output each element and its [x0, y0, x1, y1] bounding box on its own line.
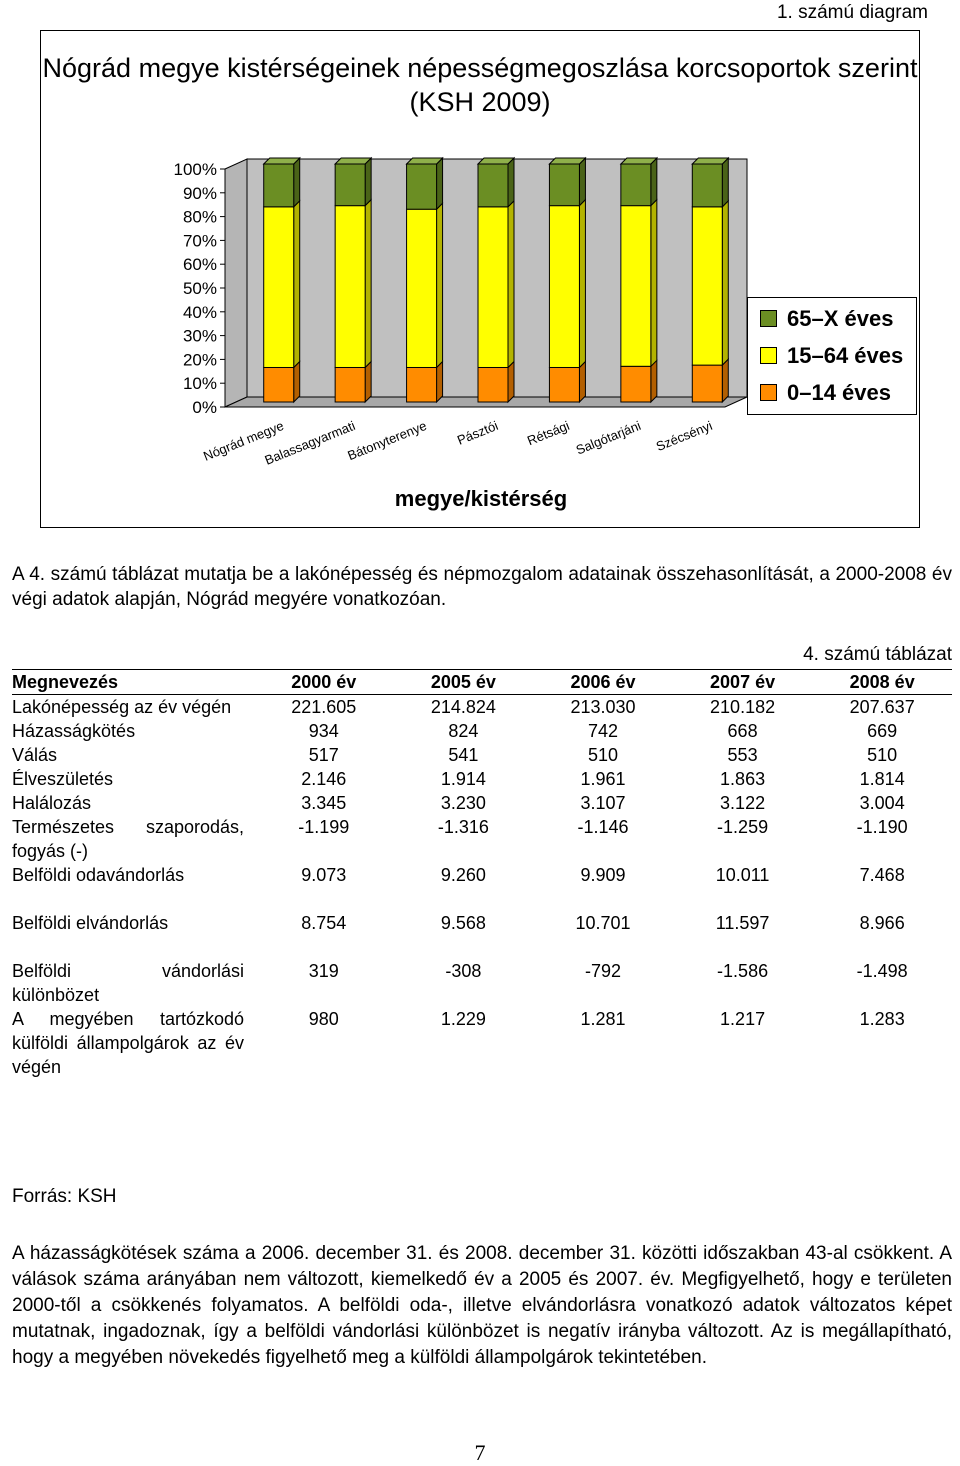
y-tick-label: 80%: [182, 207, 217, 227]
bar-segment-side: [722, 158, 728, 207]
table-cell: -1.316: [437, 817, 489, 837]
bar-segment: [692, 365, 722, 402]
bar-segment: [621, 206, 651, 367]
table-cell: 510: [587, 745, 618, 765]
bar-top: [692, 158, 728, 164]
row-label: A megyében tartózkodó külföldi állampolgárok az év végén: [12, 1009, 244, 1077]
table-cell: 3.345: [301, 793, 347, 813]
bar-segment: [478, 164, 508, 207]
y-tick-label: 20%: [182, 350, 217, 370]
bar-segment: [335, 367, 365, 402]
bar-segment: [549, 164, 579, 206]
bar-segment: [335, 206, 365, 368]
table-cell: -1.259: [717, 817, 769, 837]
legend-label: 0–14 éves: [787, 380, 891, 405]
row-label: Házasságkötés: [12, 721, 136, 741]
table-cell: 668: [727, 721, 758, 741]
bar-segment-side: [437, 203, 443, 367]
bar-segment: [407, 164, 437, 209]
table-row: [12, 887, 952, 935]
table-cell: -1.498: [856, 961, 908, 981]
table-body: [12, 695, 952, 1080]
bar-segment: [478, 207, 508, 368]
table-row: [12, 791, 952, 815]
bar-segment: [621, 366, 651, 402]
bar-segment-side: [365, 200, 371, 368]
table-cell: 1.914: [440, 769, 486, 789]
table-cell: 210.182: [710, 697, 776, 717]
summary-paragraph: A házasságkötések száma a 2006. december 31. és 2008. december 31. közötti időszakban 43-al csökkent. A válások száma arányában nem változott, kiemelkedő év a 2005 és 2007. év. Megfigyelhető, hogy e területen 2000-től a csökkenés folyamatos. A belföldi oda-, illetve elvándorlásra vonatkozó adatok változatos képet mutatnak, ingadoznak, így a belföldi vándorlási különbözet is negatív irányba változott. Az is megállapítható, hogy a megyében növekedés figyelhető meg a külföldi állampolgárok tekintetében.: [12, 1243, 952, 1368]
legend-label: 15–64 éves: [787, 343, 904, 368]
table-cell: -308: [445, 961, 482, 981]
bar-segment-side: [365, 158, 371, 206]
bar-top: [549, 158, 585, 164]
table-cell: 10.011: [715, 865, 770, 885]
legend-item: [760, 306, 893, 332]
y-tick-label: 70%: [182, 231, 217, 251]
table-row: [12, 767, 952, 791]
table-cell: 553: [727, 745, 758, 765]
bar-segment: [478, 367, 508, 402]
legend-swatch: [760, 310, 777, 327]
table-cell: -792: [584, 961, 621, 981]
chart-container: [40, 30, 920, 528]
row-label: Belföldi vándorlási különbözet: [12, 961, 244, 1005]
table-cell: 1.863: [720, 769, 766, 789]
row-label: Válás: [12, 745, 58, 765]
bar-segment-side: [579, 200, 585, 368]
table-cell: 2.146: [301, 769, 347, 789]
table-cell: -1.199: [298, 817, 350, 837]
table-cell: 213.030: [570, 697, 636, 717]
y-tick-label: 10%: [182, 374, 217, 394]
table-header-cell: 2005 év: [430, 672, 496, 692]
bar-segment-side: [294, 201, 300, 368]
bar-segment-side: [365, 361, 371, 402]
y-tick-label: 100%: [173, 160, 217, 179]
legend-item: [760, 380, 891, 406]
table-cell: 9.073: [301, 865, 347, 885]
diagram-label: 1. számú diagram: [776, 2, 928, 23]
bar-segment: [549, 206, 579, 368]
row-label: Élveszületés: [12, 769, 114, 789]
bar-segment: [264, 367, 294, 402]
bar-segment-side: [508, 361, 514, 402]
table-cell: 8.754: [301, 913, 347, 933]
page-number: 7: [474, 1440, 486, 1465]
intro-paragraph: A 4. számú táblázat mutatja be a lakónépesség és népmozgalom adatainak összehasonlítását, a 2000-2008 év végi adatok alapján, Nógrád megyére vonatkozóan.: [12, 564, 952, 610]
table-cell: 10.701: [575, 913, 631, 933]
row-label: Belföldi elvándorlás: [12, 913, 169, 933]
x-tick-label: Rétsági: [525, 417, 572, 449]
table-header-cell: 2008 év: [849, 672, 915, 692]
table-cell: 207.637: [849, 697, 915, 717]
bar-segment-side: [651, 360, 657, 402]
bar-segment: [692, 164, 722, 207]
table-cell: -1.586: [717, 961, 769, 981]
bar-segment-side: [722, 359, 728, 402]
x-axis-title: megye/kistérség: [394, 486, 568, 511]
table-cell: 8.966: [859, 913, 905, 933]
x-tick-label: Pásztói: [454, 417, 501, 448]
source-note: Forrás: KSH: [12, 1186, 117, 1207]
bar-segment: [549, 367, 579, 402]
bar-segment-side: [294, 361, 300, 402]
table-header-cell: 2006 év: [570, 672, 636, 692]
table-cell: 824: [448, 721, 479, 741]
table-cell: 3.107: [580, 793, 626, 813]
chart-title: Nógrád megye kistérségeinek népességmegoszlása korcsoportok szerint (KSH 2009): [42, 53, 918, 117]
table-cell: 319: [308, 961, 339, 981]
table-header-cell: 2007 év: [710, 672, 776, 692]
table-cell: 1.281: [580, 1009, 626, 1029]
row-label: Természetes szaporodás, fogyás (-): [12, 817, 244, 861]
table-cell: 510: [867, 745, 898, 765]
table-row: [12, 719, 952, 743]
table-cell: 3.122: [720, 793, 766, 813]
bar-segment-side: [651, 158, 657, 206]
bar-top: [407, 158, 443, 164]
x-tick-label: Nógrád megye: [201, 417, 286, 464]
bar-segment: [692, 207, 722, 365]
bar-segment: [407, 209, 437, 367]
table-header-cell: Megnevezés: [12, 672, 119, 692]
statistics-table: [12, 669, 952, 1079]
row-label: Halálozás: [12, 793, 92, 813]
bar-top: [264, 158, 300, 164]
y-tick-label: 60%: [182, 255, 217, 275]
x-tick-label: Szécsényi: [653, 417, 715, 454]
bar-segment-side: [579, 361, 585, 402]
x-tick-label: Balassagyarmati: [262, 417, 358, 468]
table-cell: 11.597: [715, 913, 770, 933]
table-cell: 9.909: [580, 865, 626, 885]
table-row: [12, 743, 952, 767]
y-tick-label: 40%: [182, 302, 217, 322]
row-label: Belföldi odavándorlás: [12, 865, 185, 885]
table-cell: 669: [867, 721, 898, 741]
bar-segment-side: [437, 158, 443, 209]
legend-swatch: [760, 384, 777, 401]
table-header-cell: 2000 év: [291, 672, 357, 692]
table-cell: 3.004: [859, 793, 905, 813]
row-label: Lakónépesség az év végén: [12, 697, 232, 717]
y-tick-label: 30%: [182, 326, 217, 346]
bar-segment: [407, 367, 437, 402]
table-cell: 1.217: [720, 1009, 766, 1029]
y-tick-label: 90%: [182, 183, 217, 203]
table-cell: 9.568: [440, 913, 486, 933]
x-tick-label: Bátonyterenye: [345, 417, 429, 464]
table-cell: 1.961: [580, 769, 626, 789]
table-row: [12, 935, 952, 1007]
bar-top: [621, 158, 657, 164]
bar-segment-side: [437, 361, 443, 402]
table-cell: 934: [308, 721, 339, 741]
y-tick-label: 0%: [192, 398, 217, 417]
y-tick-label: 50%: [182, 279, 217, 298]
table-cell: 7.468: [859, 865, 905, 885]
bar-segment: [621, 164, 651, 206]
table-cell: 3.230: [440, 793, 486, 813]
bar-segment-side: [294, 158, 300, 207]
legend-item: [760, 343, 903, 369]
table-cell: 742: [587, 721, 618, 741]
bar-segment-side: [508, 158, 514, 207]
legend-label: 65–X éves: [787, 306, 894, 331]
table-cell: 9.260: [440, 865, 486, 885]
plot-side-wall: [225, 159, 247, 407]
bar-top: [478, 158, 514, 164]
table-cell: -1.146: [577, 817, 629, 837]
table-cell: 980: [308, 1009, 339, 1029]
table-cell: 1.814: [859, 769, 905, 789]
table-cell: 541: [448, 745, 479, 765]
bar-segment-side: [651, 200, 657, 367]
chart-legend: [747, 297, 917, 415]
bar-segment: [264, 164, 294, 207]
legend-swatch: [760, 347, 777, 364]
bar-segment: [264, 207, 294, 368]
table-cell: 214.824: [430, 697, 496, 717]
table-cell: -1.190: [856, 817, 908, 837]
table-cell: 517: [308, 745, 339, 765]
bar-segment-side: [508, 201, 514, 368]
bar-segment-side: [722, 201, 728, 365]
bar-segment-side: [579, 158, 585, 206]
table-header-row: [12, 670, 952, 695]
bar-segment: [335, 164, 365, 206]
table-cell: 1.283: [859, 1009, 905, 1029]
table-cell: 221.605: [291, 697, 357, 717]
table-row: [12, 863, 952, 887]
table-row: [12, 695, 952, 720]
table-row: [12, 1007, 952, 1079]
bar-top: [335, 158, 371, 164]
table-row: [12, 815, 952, 863]
table-cell: 1.229: [440, 1009, 486, 1029]
table-label: 4. számú táblázat: [803, 644, 952, 665]
x-tick-label: Salgótarjáni: [573, 417, 643, 458]
